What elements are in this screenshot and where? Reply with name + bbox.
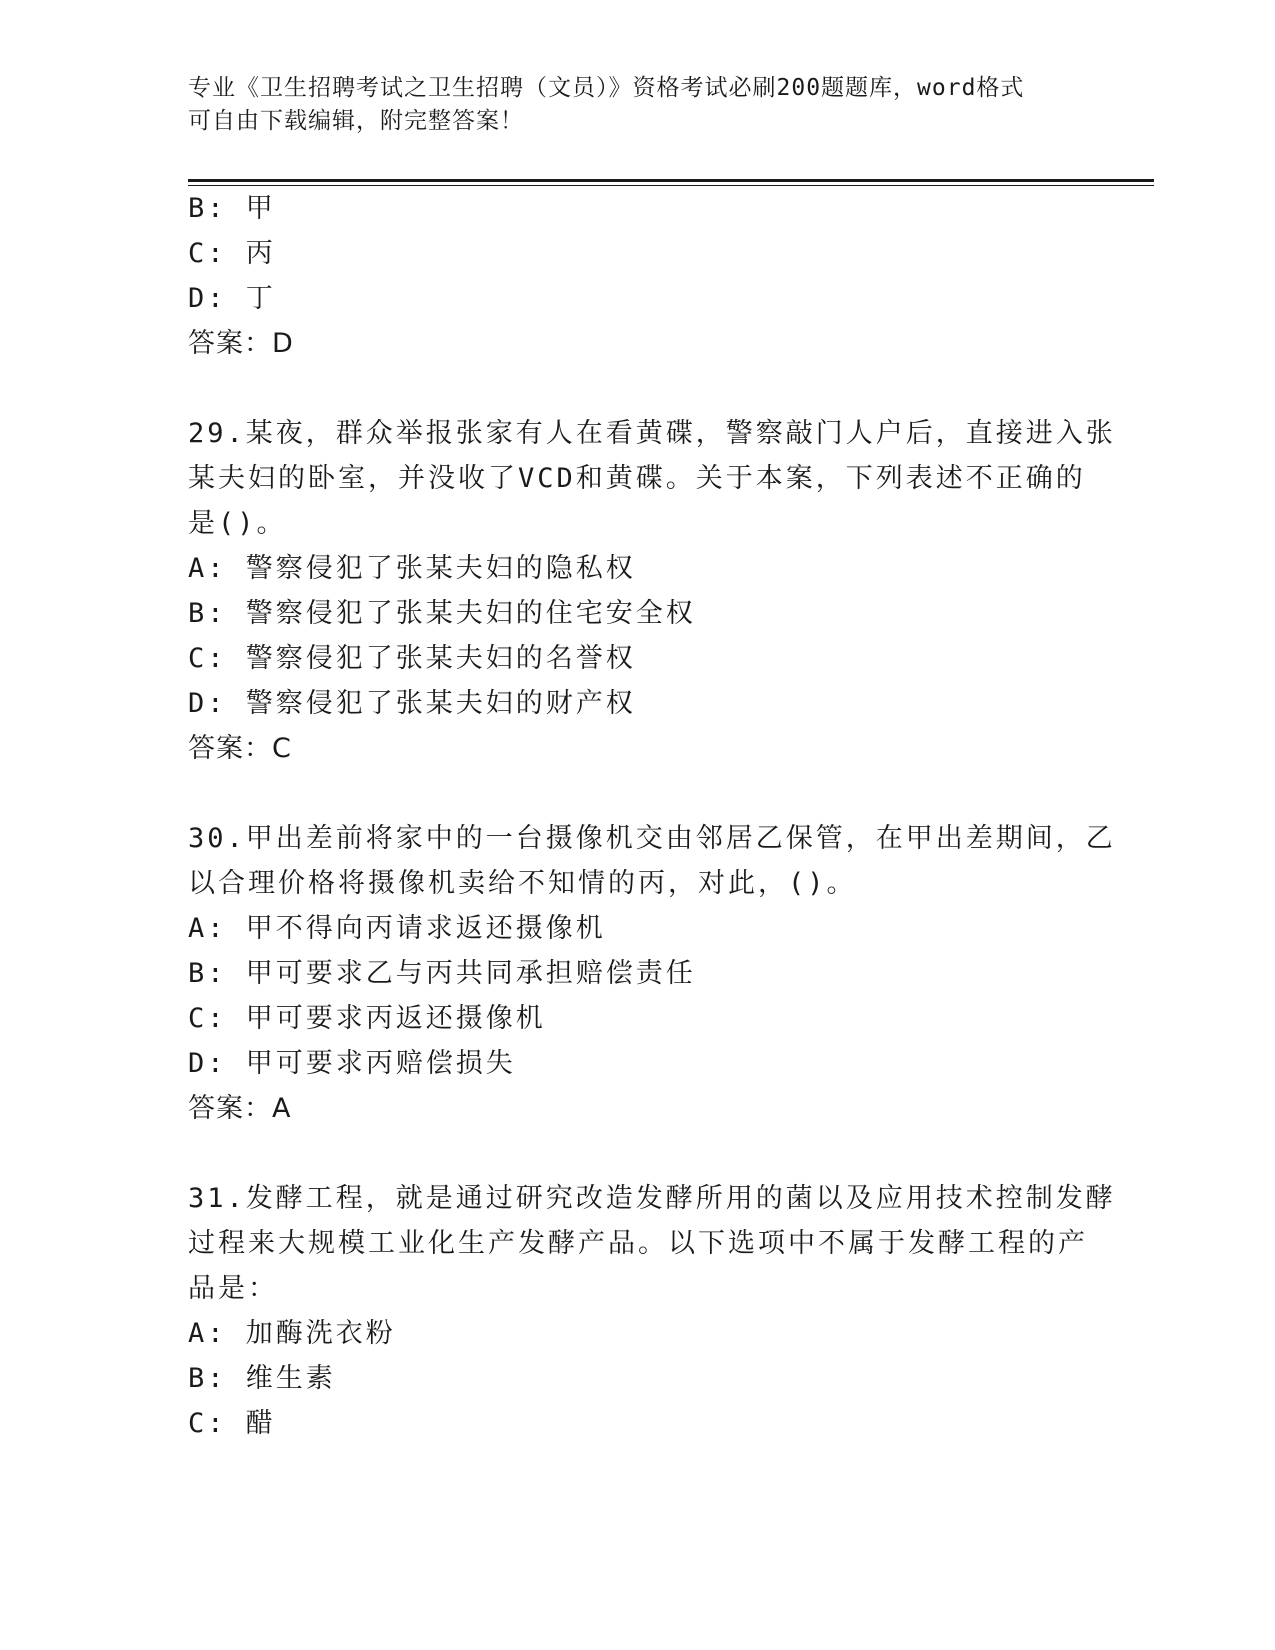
q29-option-a: A: 警察侵犯了张某夫妇的隐私权 xyxy=(188,553,636,584)
q29-stem-line-2: 某夫妇的卧室，并没收了VCD和黄碟。关于本案，下列表述不正确的 xyxy=(188,463,1086,494)
q31-stem-line-1: 31.发酵工程，就是通过研究改造发酵所用的菌以及应用技术控制发酵 xyxy=(188,1183,1116,1214)
q29-option-b: B: 警察侵犯了张某夫妇的住宅安全权 xyxy=(188,598,696,629)
q30-stem-line-1: 30.甲出差前将家中的一台摄像机交由邻居乙保管，在甲出差期间，乙 xyxy=(188,823,1116,854)
q30-stem-line-2: 以合理价格将摄像机卖给不知情的丙，对此，()。 xyxy=(188,868,857,899)
q31-option-c: C: 醋 xyxy=(188,1408,276,1439)
header-divider-thick xyxy=(188,179,1154,182)
page-header xyxy=(188,72,1078,138)
q30-option-d: D: 甲可要求丙赔偿损失 xyxy=(188,1048,516,1079)
q31-stem-line-3: 品是： xyxy=(188,1273,278,1304)
q31-option-a: A: 加酶洗衣粉 xyxy=(188,1318,396,1349)
header-title-line-2: 可自由下载编辑，附完整答案！ xyxy=(188,108,524,134)
q30-answer: 答案：A xyxy=(188,1093,292,1124)
q30-option-c: C: 甲可要求丙返还摄像机 xyxy=(188,1003,546,1034)
q30-option-a: A: 甲不得向丙请求返还摄像机 xyxy=(188,913,606,944)
header-divider-thin xyxy=(188,185,1154,186)
q31-stem-line-2: 过程来大规模工业化生产发酵产品。以下选项中不属于发酵工程的产 xyxy=(188,1228,1088,1259)
q28-option-b: B: 甲 xyxy=(188,193,276,224)
q28-option-d: D: 丁 xyxy=(188,283,276,314)
q29-stem-line-3: 是()。 xyxy=(188,508,287,539)
q29-stem-line-1: 29.某夜，群众举报张家有人在看黄碟，警察敲门人户后，直接进入张 xyxy=(188,418,1116,449)
q28-option-c: C: 丙 xyxy=(188,238,276,269)
q28-answer: 答案：D xyxy=(188,328,294,359)
header-title-line-1: 专业《卫生招聘考试之卫生招聘（文员）》资格考试必刷200题题库，word格式 xyxy=(188,75,1025,101)
q29-answer: 答案：C xyxy=(188,733,292,764)
q29-option-d: D: 警察侵犯了张某夫妇的财产权 xyxy=(188,688,636,719)
q30-option-b: B: 甲可要求乙与丙共同承担赔偿责任 xyxy=(188,958,696,989)
q31-option-b: B: 维生素 xyxy=(188,1363,336,1394)
q29-option-c: C: 警察侵犯了张某夫妇的名誉权 xyxy=(188,643,636,674)
